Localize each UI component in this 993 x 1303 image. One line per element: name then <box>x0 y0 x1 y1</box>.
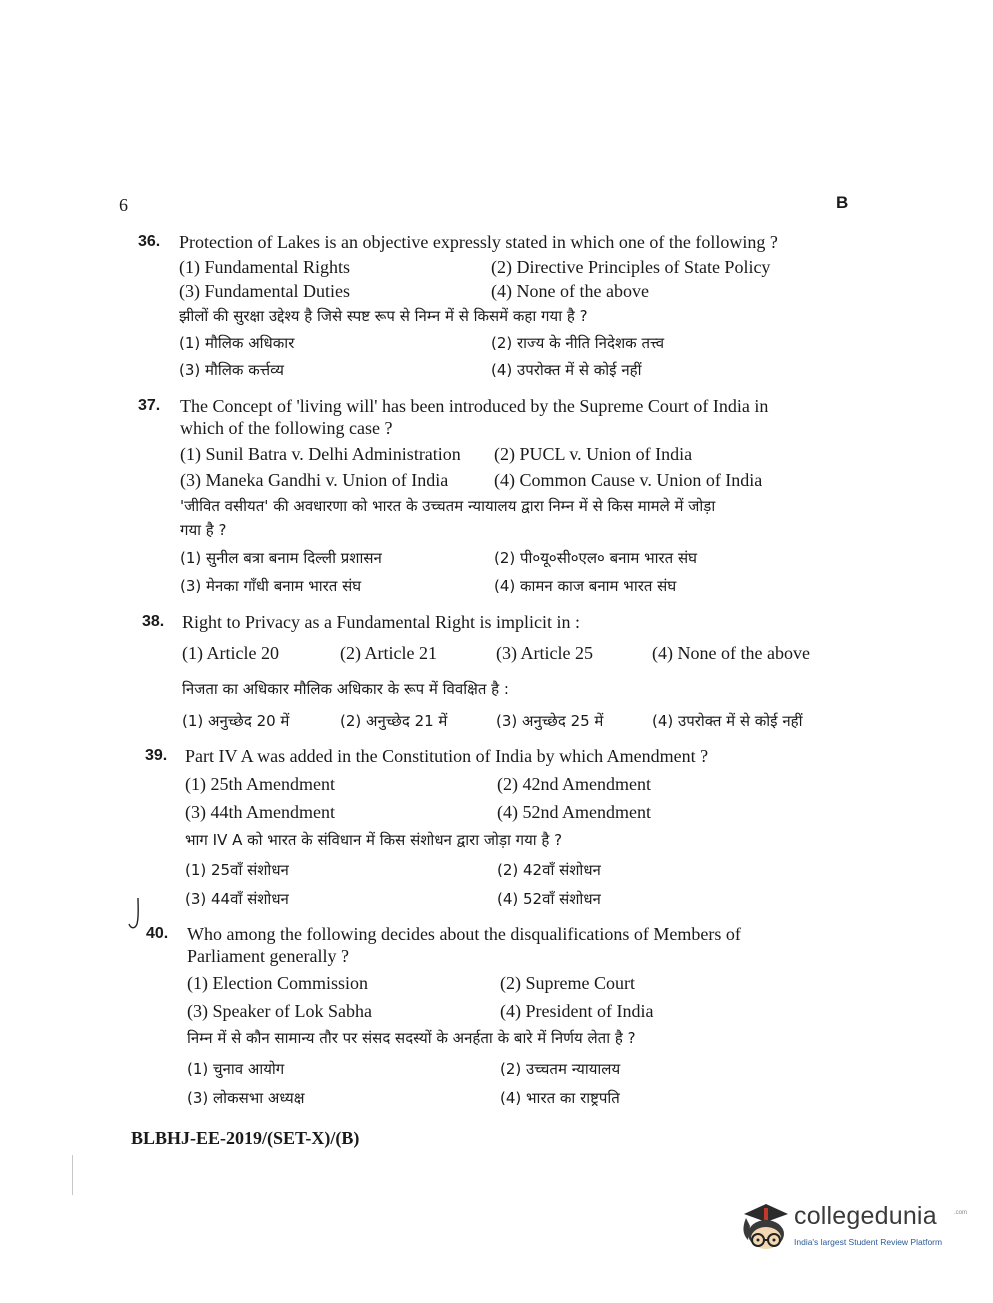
question-39 <box>145 744 865 914</box>
question-text-en-line2: which of the following case ? <box>180 418 393 438</box>
option-hi-1: (1) अनुच्छेद 20 में <box>182 712 290 730</box>
logo-tagline: India's largest Student Review Platform <box>794 1237 943 1247</box>
option-hi-1: (1) सुनील बत्रा बनाम दिल्ली प्रशासन <box>180 549 382 567</box>
question-text-hi: झीलों की सुरक्षा उद्देश्य है जिसे स्पष्ट रूप से निम्न में से किसमें कहा गया है ? <box>179 307 588 325</box>
option-en-1: (1) Sunil Batra v. Delhi Administration <box>180 444 461 464</box>
option-en-2: (2) Directive Principles of State Policy <box>491 257 771 277</box>
question-text-en: Right to Privacy as a Fundamental Right is implicit in : <box>182 612 580 632</box>
option-hi-3: (3) अनुच्छेद 25 में <box>496 712 604 730</box>
option-hi-2: (2) पी०यू०सी०एल० बनाम भारत संघ <box>494 549 697 567</box>
page-number: 6 <box>119 195 128 215</box>
question-37 <box>138 394 858 604</box>
paper-code: BLBHJ-EE-2019/(SET-X)/(B) <box>131 1128 360 1148</box>
option-hi-4: (4) कामन काज बनाम भारत संघ <box>494 577 677 595</box>
set-letter: B <box>836 193 849 212</box>
option-hi-3: (3) 44वाँ संशोधन <box>185 890 289 908</box>
option-en-4: (4) None of the above <box>652 643 810 663</box>
option-en-1: (1) Article 20 <box>182 643 279 663</box>
question-text-hi-line1: 'जीवित वसीयत' की अवधारणा को भारत के उच्चतम न्यायालय द्वारा निम्न में से किस मामले में जोड़ा <box>180 497 716 515</box>
option-en-3: (3) Fundamental Duties <box>179 281 350 301</box>
option-hi-4: (4) भारत का राष्ट्रपति <box>500 1089 620 1107</box>
question-text-en: Protection of Lakes is an objective expressly stated in which one of the following ? <box>179 232 778 252</box>
option-en-4: (4) 52nd Amendment <box>497 802 651 822</box>
option-en-4: (4) None of the above <box>491 281 649 301</box>
option-en-3: (3) Speaker of Lok Sabha <box>187 1001 372 1021</box>
question-38 <box>142 610 862 740</box>
option-hi-2: (2) राज्य के नीति निदेशक तत्त्व <box>491 334 665 352</box>
option-en-2: (2) Supreme Court <box>500 973 635 993</box>
question-text-hi-line2: गया है ? <box>180 521 227 539</box>
option-en-1: (1) 25th Amendment <box>185 774 335 794</box>
option-hi-3: (3) मेनका गाँधी बनाम भारत संघ <box>180 577 362 595</box>
question-number: 36. <box>138 233 161 250</box>
question-text-hi: निम्न में से कौन सामान्य तौर पर संसद सदस्यों के अनर्हता के बारे में निर्णय लेता है ? <box>187 1029 636 1047</box>
option-en-4: (4) President of India <box>500 1001 654 1021</box>
question-36 <box>138 230 858 390</box>
question-text-en: Part IV A was added in the Constitution of India by which Amendment ? <box>185 746 709 766</box>
question-number: 40. <box>146 925 169 942</box>
option-hi-1: (1) चुनाव आयोग <box>187 1060 285 1078</box>
option-en-3: (3) Maneka Gandhi v. Union of India <box>180 470 449 490</box>
option-hi-1: (1) मौलिक अधिकार <box>179 334 295 352</box>
option-en-3: (3) 44th Amendment <box>185 802 335 822</box>
option-en-2: (2) 42nd Amendment <box>497 774 651 794</box>
mascot-icon <box>736 1196 792 1256</box>
question-number: 38. <box>142 613 165 630</box>
option-en-2: (2) PUCL v. Union of India <box>494 444 693 464</box>
option-en-3: (3) Article 25 <box>496 643 593 663</box>
option-en-2: (2) Article 21 <box>340 643 437 663</box>
option-hi-3: (3) मौलिक कर्त्तव्य <box>179 361 284 379</box>
question-number: 37. <box>138 397 161 414</box>
option-en-4: (4) Common Cause v. Union of India <box>494 470 763 490</box>
logo-domain-suffix: .com <box>954 1210 968 1216</box>
option-hi-4: (4) 52वाँ संशोधन <box>497 890 601 908</box>
option-hi-2: (2) उच्चतम न्यायालय <box>500 1060 621 1078</box>
option-en-1: (1) Election Commission <box>187 973 368 993</box>
question-40 <box>146 922 866 1122</box>
logo-wordmark: collegedunia <box>794 1202 937 1230</box>
question-text-en-line2: Parliament generally ? <box>187 946 349 966</box>
option-hi-4: (4) उपरोक्त में से कोई नहीं <box>491 361 642 379</box>
scan-artifact-line <box>72 1155 73 1195</box>
option-en-1: (1) Fundamental Rights <box>179 257 350 277</box>
question-text-hi: भाग IV A को भारत के संविधान में किस संशोधन द्वारा जोड़ा गया है ? <box>185 831 563 849</box>
handwritten-mark-icon <box>126 896 146 932</box>
option-hi-2: (2) अनुच्छेद 21 में <box>340 712 448 730</box>
collegedunia-logo[interactable] <box>736 1196 966 1260</box>
option-hi-2: (2) 42वाँ संशोधन <box>497 861 601 879</box>
question-text-hi: निजता का अधिकार मौलिक अधिकार के रूप में विवक्षित है : <box>182 680 509 698</box>
question-text-en-line1: Who among the following decides about the disqualifications of Members of <box>187 924 741 944</box>
question-text-en-line1: The Concept of 'living will' has been introduced by the Supreme Court of India in <box>180 396 769 416</box>
option-hi-3: (3) लोकसभा अध्यक्ष <box>187 1089 305 1107</box>
question-number: 39. <box>145 747 168 764</box>
option-hi-4: (4) उपरोक्त में से कोई नहीं <box>652 712 803 730</box>
option-hi-1: (1) 25वाँ संशोधन <box>185 861 289 879</box>
